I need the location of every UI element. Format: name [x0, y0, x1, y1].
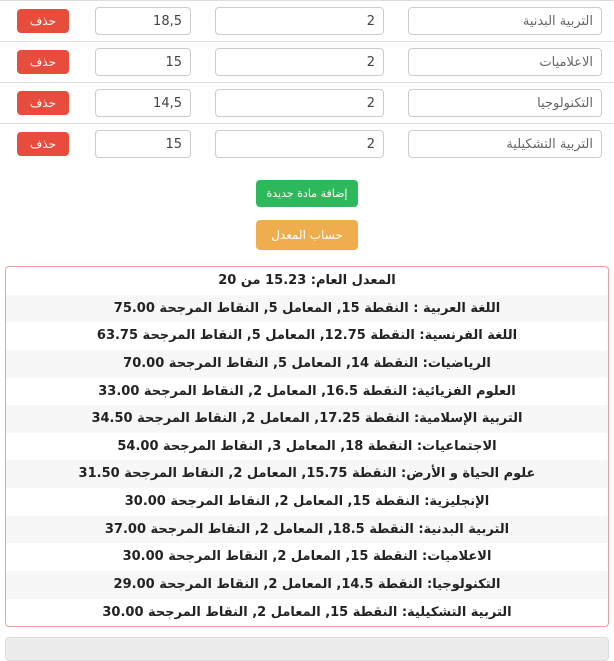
delete-button[interactable]: حذف — [17, 91, 69, 115]
subject-cell — [396, 41, 614, 82]
table-row — [0, 41, 614, 82]
subject-name-input[interactable] — [408, 89, 602, 117]
result-line: التربية البدنية: النقطة 18.5, المعامل 2, النقاط المرجحة 37.00 — [6, 516, 608, 544]
coefficient-input[interactable] — [215, 48, 384, 76]
coefficient-input[interactable] — [215, 89, 384, 117]
grade-cell — [83, 82, 203, 123]
grade-input[interactable] — [95, 89, 191, 117]
subject-name-input[interactable] — [408, 130, 602, 158]
delete-cell — [0, 82, 83, 123]
delete-cell — [0, 0, 83, 41]
result-line: علوم الحياة و الأرض: النقطة 15.75, المعامل 2, النقاط المرجحة 31.50 — [6, 460, 608, 488]
table-row — [0, 0, 614, 41]
subject-cell — [396, 0, 614, 41]
grade-cell — [83, 0, 203, 41]
delete-button[interactable]: حذف — [17, 132, 69, 156]
subjects-table — [0, 0, 614, 164]
result-line: الاجتماعيات: النقطة 18, المعامل 3, النقاط المرجحة 54.00 — [117, 438, 497, 454]
subject-name-input[interactable] — [408, 48, 602, 76]
actions-bar — [0, 180, 614, 250]
delete-button[interactable]: حذف — [17, 50, 69, 74]
delete-button[interactable]: حذف — [17, 9, 69, 33]
result-line: الرياضيات: النقطة 14, المعامل 5, النقاط المرجحة 70.00 — [6, 350, 608, 378]
coefficient-cell — [203, 82, 396, 123]
result-line: التكنولوجيا: النقطة 14.5, المعامل 2, النقاط المرجحة 29.00 — [6, 571, 608, 599]
result-line: الإنجليزية: النقطة 15, المعامل 2, النقاط المرجحة 30.00 — [124, 494, 490, 510]
result-line: التربية الإسلامية: النقطة 17.25, المعامل 2, النقاط المرجحة 34.50 — [6, 405, 608, 433]
table-row — [0, 82, 614, 123]
subject-cell — [396, 123, 614, 164]
table-row — [0, 123, 614, 164]
grade-input[interactable] — [95, 7, 191, 35]
overall-average: المعدل العام: 15.23 من 20 — [218, 273, 396, 288]
grade-input[interactable] — [95, 48, 191, 76]
grade-input[interactable] — [95, 130, 191, 158]
subject-cell — [396, 82, 614, 123]
footer-panel — [5, 637, 609, 661]
result-line: العلوم الفزيائية: النقطة 16.5, المعامل 2, النقاط المرجحة 33.00 — [98, 383, 516, 399]
grade-cell — [83, 123, 203, 164]
delete-cell — [0, 123, 83, 164]
coefficient-cell — [203, 0, 396, 41]
add-subject-button[interactable]: إضافة مادة جديدة — [256, 180, 359, 207]
grade-cell — [83, 41, 203, 82]
subject-name-input[interactable] — [408, 7, 602, 35]
result-line: اللغة الفرنسية: النقطة 12.75, المعامل 5, النقاط المرجحة 63.75 — [96, 328, 518, 344]
result-line: التربية التشكيلية: النقطة 15, المعامل 2, النقاط المرجحة 30.00 — [102, 604, 512, 620]
calculate-average-button[interactable]: حساب المعدل — [256, 220, 358, 250]
coefficient-cell — [203, 123, 396, 164]
result-line: اللغة العربية : النقطة 15, المعامل 5, النقاط المرجحة 75.00 — [6, 295, 608, 323]
result-line: الاعلاميات: النقطة 15, المعامل 2, النقاط المرجحة 30.00 — [122, 549, 492, 565]
coefficient-input[interactable] — [215, 7, 384, 35]
delete-cell — [0, 41, 83, 82]
coefficient-cell — [203, 41, 396, 82]
coefficient-input[interactable] — [215, 130, 384, 158]
results-panel — [5, 266, 609, 627]
